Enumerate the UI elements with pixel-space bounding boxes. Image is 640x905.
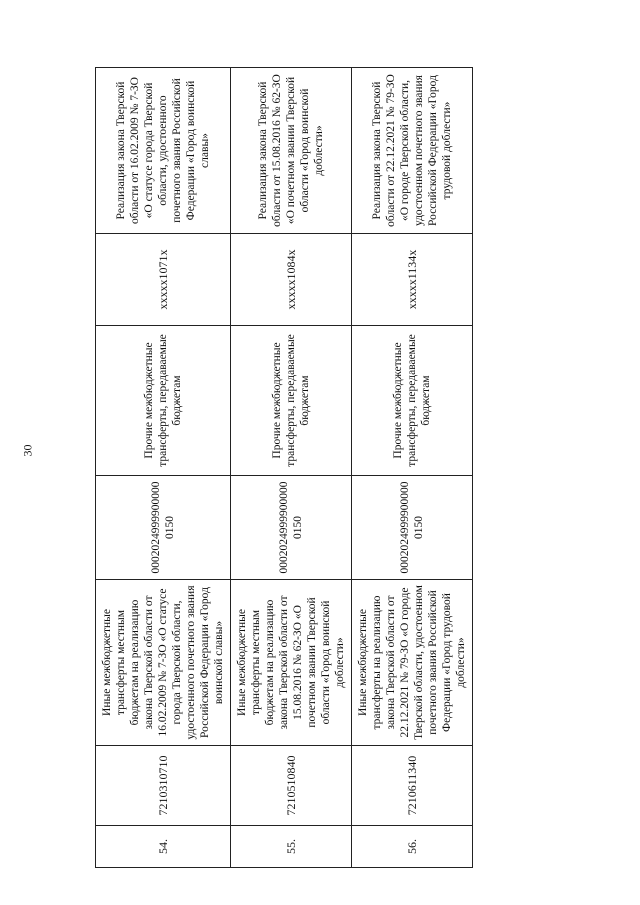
- budget-classification-code: 00020249999000000150: [96, 476, 231, 580]
- table-container: [95, 68, 470, 868]
- revenue-type: Прочие межбюджетные трансферты, передаваемые бюджетам: [352, 326, 473, 476]
- transfers-table: [95, 67, 473, 868]
- purpose: Реализация закона Тверской области от 16.02.2009 № 7-ЗО «О статусе города Тверской области, удостоенного почетного звания Российской Федерации «Город воинской славы»: [96, 68, 231, 234]
- revenue-type: Прочие межбюджетные трансферты, передаваемые бюджетам: [231, 326, 352, 476]
- table-row: [231, 68, 352, 868]
- subtype-code: xxxxx1084x: [231, 234, 352, 326]
- expense-name: Иные межбюджетные трансферты местным бюджетам на реализацию закона Тверской области от 16.02.2009 № 7-ЗО «О статусе города Тверской области, удостоенного почетного звания Российской Федерации «Город воинской славы»: [96, 580, 231, 746]
- purpose: Реализация закона Тверской области от 15.08.2016 № 62-ЗО «О почетном звании Тверской области «Город воинской доблести»: [231, 68, 352, 234]
- table-row: [352, 68, 473, 868]
- budget-classification-code: 00020249999000000150: [231, 476, 352, 580]
- revenue-type: Прочие межбюджетные трансферты, передаваемые бюджетам: [96, 326, 231, 476]
- page-number: 30: [20, 444, 35, 457]
- purpose: Реализация закона Тверской области от 22.12.2021 № 79-ЗО «О городе Тверской области, удостоенном почетного звания Российской Федерации «Город трудовой доблести»: [352, 68, 473, 234]
- row-number: 55.: [231, 826, 352, 868]
- row-number: 54.: [96, 826, 231, 868]
- table-row: [96, 68, 231, 868]
- subtype-code: xxxxx1071x: [96, 234, 231, 326]
- subtype-code: xxxxx1134x: [352, 234, 473, 326]
- target-code: 7210310710: [96, 746, 231, 826]
- budget-classification-code: 00020249999000000150: [352, 476, 473, 580]
- expense-name: Иные межбюджетные трансферты местным бюджетам на реализацию закона Тверской области от 15.08.2016 № 62-ЗО «О почетном звании Тверской области «Город воинской доблести»: [231, 580, 352, 746]
- expense-name: Иные межбюджетные трансферты на реализацию закона Тверской области от 22.12.2021 № 79-ЗО «О городе Тверской области, удостоенном почетного звания Российской Федерации «Город трудовой доблести»: [352, 580, 473, 746]
- target-code: 7210611340: [352, 746, 473, 826]
- target-code: 7210510840: [231, 746, 352, 826]
- row-number: 56.: [352, 826, 473, 868]
